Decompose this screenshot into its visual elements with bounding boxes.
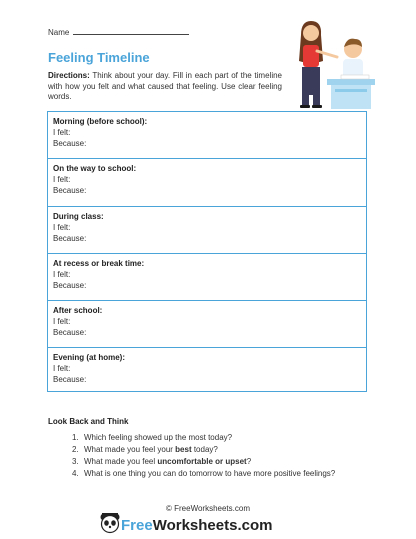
question-number: 3. [72,457,79,466]
directions-text: Think about your day. Fill in each part of the timeline with how you felt and what caused that feeling. Use clear feeling words. [48,71,282,101]
block-heading: Morning (before school): [53,117,148,126]
directions [48,71,282,103]
directions-label: Directions: [48,71,90,80]
timeline-block[interactable] [48,348,366,390]
question-text-end: today? [191,445,218,454]
block-heading: Evening (at home): [53,353,126,362]
name-line[interactable] [73,27,189,35]
question-text: What made you feel [84,457,158,466]
question-item [72,432,335,444]
because-label: Because: [53,139,87,148]
question-item [72,456,335,468]
timeline-block[interactable] [48,159,366,207]
timeline-block[interactable] [48,207,366,254]
teacher-student-illustration [291,17,379,113]
copyright: © FreeWorksheets.com [166,504,250,513]
felt-label: I felt: [53,128,71,137]
brand-free: Free [121,517,153,534]
question-item [72,444,335,456]
timeline-block[interactable] [48,112,366,159]
felt-label: I felt: [53,364,71,373]
name-label: Name [48,28,70,37]
question-text: What is one thing you can do tomorrow to have more positive feelings? [84,469,336,478]
because-label: Because: [53,234,87,243]
panda-logo-icon [99,512,121,534]
name-row [48,27,189,37]
block-heading: After school: [53,306,103,315]
worksheet-title: Feeling Timeline [48,50,150,65]
timeline-block[interactable] [48,254,366,301]
block-heading: At recess or break time: [53,259,145,268]
question-text: What made you feel your [84,445,176,454]
felt-label: I felt: [53,317,71,326]
question-text-end: ? [246,457,252,466]
question-text: Which feeling showed up the most today? [84,433,233,442]
felt-label: I felt: [53,223,71,232]
because-label: Because: [53,186,87,195]
question-number: 4. [72,469,79,478]
timeline-block[interactable] [48,301,366,348]
look-back-title: Look Back and Think [48,417,129,426]
because-label: Because: [53,281,87,290]
question-number: 2. [72,445,79,454]
question-emphasis: best [175,445,192,454]
block-heading: On the way to school: [53,164,137,173]
question-number: 1. [72,433,79,442]
block-heading: During class: [53,212,104,221]
because-label: Because: [53,375,87,384]
brand-rest: Worksheets.com [152,517,273,534]
question-emphasis: uncomfortable or upset [157,457,247,466]
felt-label: I felt: [53,270,71,279]
feeling-timeline [47,111,367,392]
felt-label: I felt: [53,175,71,184]
because-label: Because: [53,328,87,337]
question-list [72,432,335,480]
brand-logo[interactable] [121,517,272,534]
question-item [72,468,335,480]
